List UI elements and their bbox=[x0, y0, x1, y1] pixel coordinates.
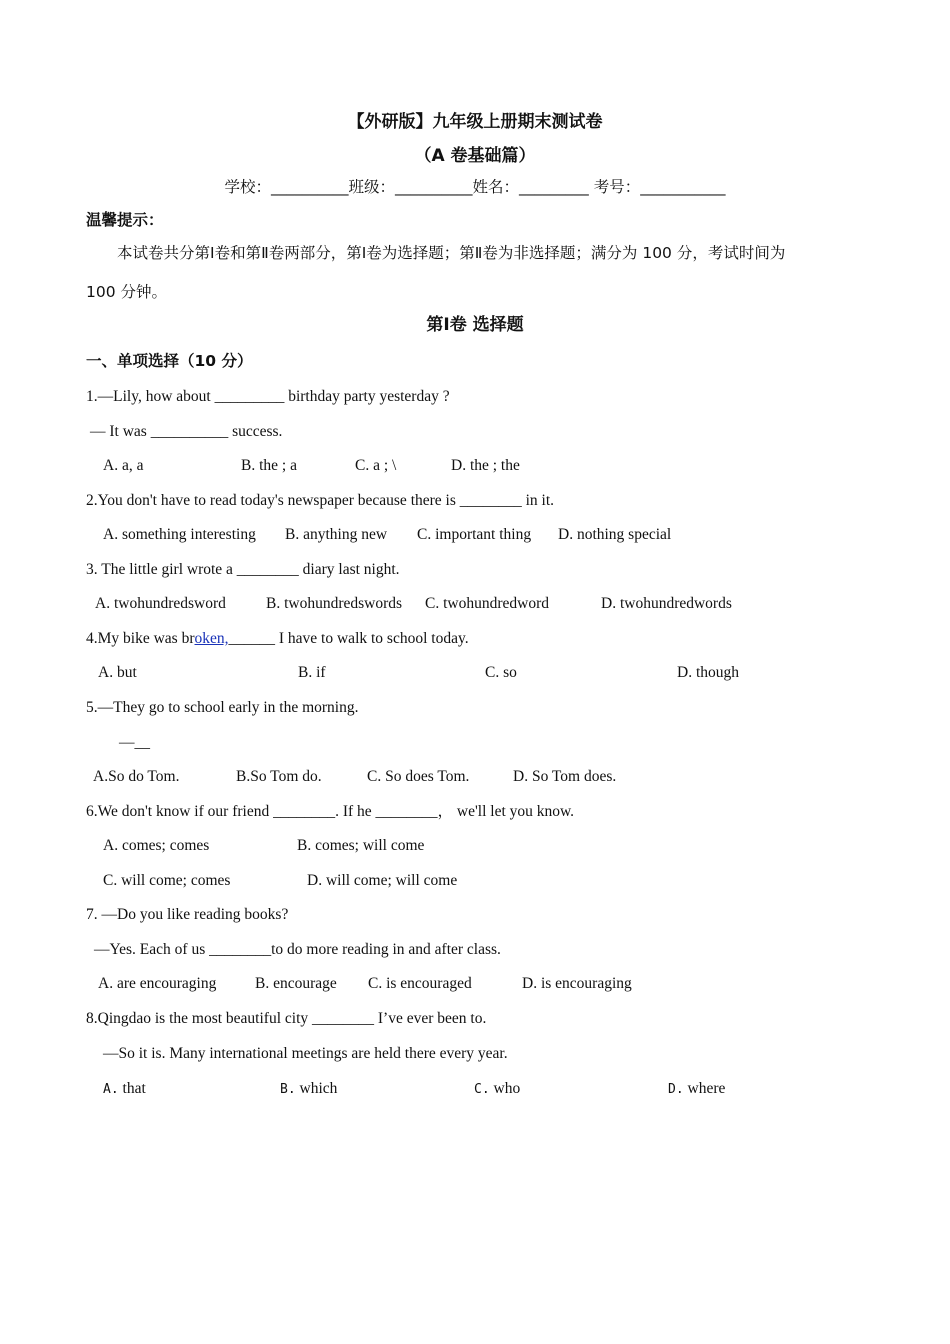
q5-stem: 5.—They go to school early in the morning. bbox=[86, 699, 359, 716]
q3-stem: 3. The little girl wrote a ________ diary last night. bbox=[86, 561, 400, 578]
q3-option-c: C. twohundredword bbox=[425, 595, 549, 612]
q4-hyperlink[interactable]: oken, bbox=[194, 630, 229, 647]
q4-option-a: A. but bbox=[98, 664, 137, 681]
q3-option-a: A. twohundredsword bbox=[95, 595, 226, 612]
q6-option-a: A. comes; comes bbox=[103, 837, 210, 854]
q4-stem bbox=[86, 629, 469, 649]
q5-stem-2: —__ bbox=[119, 734, 150, 751]
q6-option-b: B. comes; will come bbox=[297, 837, 425, 854]
q8-option-d-letter: D. bbox=[668, 1082, 684, 1097]
q8-option-a bbox=[103, 1079, 146, 1100]
q6-stem: 6.We don't know if our friend ________. If he ________， we'll let you know. bbox=[86, 803, 575, 820]
q7-option-b: B. encourage bbox=[255, 975, 337, 992]
part1-title: 第Ⅰ卷 选择题 bbox=[426, 315, 524, 335]
q5-option-a: A.So do Tom. bbox=[93, 768, 180, 785]
q4-option-d: D. though bbox=[677, 664, 739, 681]
q8-option-d-text: where bbox=[687, 1080, 726, 1097]
notice-text-1: 本试卷共分第Ⅰ卷和第Ⅱ卷两部分，第Ⅰ卷为选择题；第Ⅱ卷为非选择题；满分为 100 分，考试时间为 bbox=[117, 244, 786, 262]
q6-option-c: C. will come; comes bbox=[103, 872, 231, 889]
q2-stem: 2.You don't have to read today's newspaper because there is ________ in it. bbox=[86, 492, 555, 509]
exam-subtitle: （A 卷基础篇） bbox=[414, 146, 536, 166]
q2-option-c: C. important thing bbox=[417, 526, 532, 543]
q5-option-b: B.So Tom do. bbox=[236, 768, 322, 785]
q4-stem-start: 4.My bike was br bbox=[86, 630, 195, 647]
q7-option-d: D. is encouraging bbox=[522, 975, 632, 992]
q8-option-a-text: that bbox=[122, 1080, 146, 1097]
q8-option-d bbox=[668, 1079, 725, 1100]
q8-option-c-text: who bbox=[493, 1080, 521, 1097]
q8-option-c bbox=[474, 1079, 520, 1100]
q8-option-b bbox=[280, 1079, 337, 1100]
q1-stem: 1.—Lily, how about _________ birthday party yesterday ? bbox=[86, 388, 450, 405]
q2-option-d: D. nothing special bbox=[558, 526, 672, 543]
q1-option-b: B. the ; a bbox=[241, 457, 297, 474]
q7-option-c: C. is encouraged bbox=[368, 975, 472, 992]
q4-option-b: B. if bbox=[298, 664, 326, 681]
q3-option-d: D. twohundredwords bbox=[601, 595, 732, 612]
q1-option-a: A. a, a bbox=[103, 457, 144, 474]
q5-option-c: C. So does Tom. bbox=[367, 768, 470, 785]
q7-stem-2: —Yes. Each of us ________to do more reading in and after class. bbox=[94, 941, 501, 958]
notice-label: 温馨提示： bbox=[86, 211, 164, 229]
q8-option-a-letter: A. bbox=[103, 1082, 119, 1097]
q8-option-c-letter: C. bbox=[474, 1082, 490, 1097]
student-info-fields: 学校：__________班级：__________姓名：_________ 考号：___________ bbox=[224, 178, 726, 196]
q8-stem-2: —So it is. Many international meetings are held there every year. bbox=[103, 1045, 508, 1062]
q8-stem: 8.Qingdao is the most beautiful city ________ I’ve ever been to. bbox=[86, 1010, 487, 1027]
q1-option-d: D. the ; the bbox=[451, 457, 520, 474]
q1-option-c: C. a ; \ bbox=[355, 457, 397, 474]
section1-title: 一、单项选择（10 分） bbox=[86, 352, 253, 370]
q8-option-b-text: which bbox=[299, 1080, 338, 1097]
q7-stem: 7. —Do you like reading books? bbox=[86, 906, 289, 923]
q3-option-b: B. twohundredswords bbox=[266, 595, 403, 612]
exam-title: 【外研版】九年级上册期末测试卷 bbox=[347, 112, 603, 132]
q1-stem-2: — It was __________ success. bbox=[90, 423, 283, 440]
q8-option-b-letter: B. bbox=[280, 1082, 296, 1097]
notice-text-2: 100 分钟。 bbox=[86, 283, 168, 301]
q5-option-d: D. So Tom does. bbox=[513, 768, 617, 785]
q2-option-a: A. something interesting bbox=[103, 526, 256, 543]
q4-stem-end: ______ I have to walk to school today. bbox=[228, 630, 469, 647]
q7-option-a: A. are encouraging bbox=[98, 975, 217, 992]
q6-option-d: D. will come; will come bbox=[307, 872, 458, 889]
q4-option-c: C. so bbox=[485, 664, 517, 681]
q2-option-b: B. anything new bbox=[285, 526, 388, 543]
